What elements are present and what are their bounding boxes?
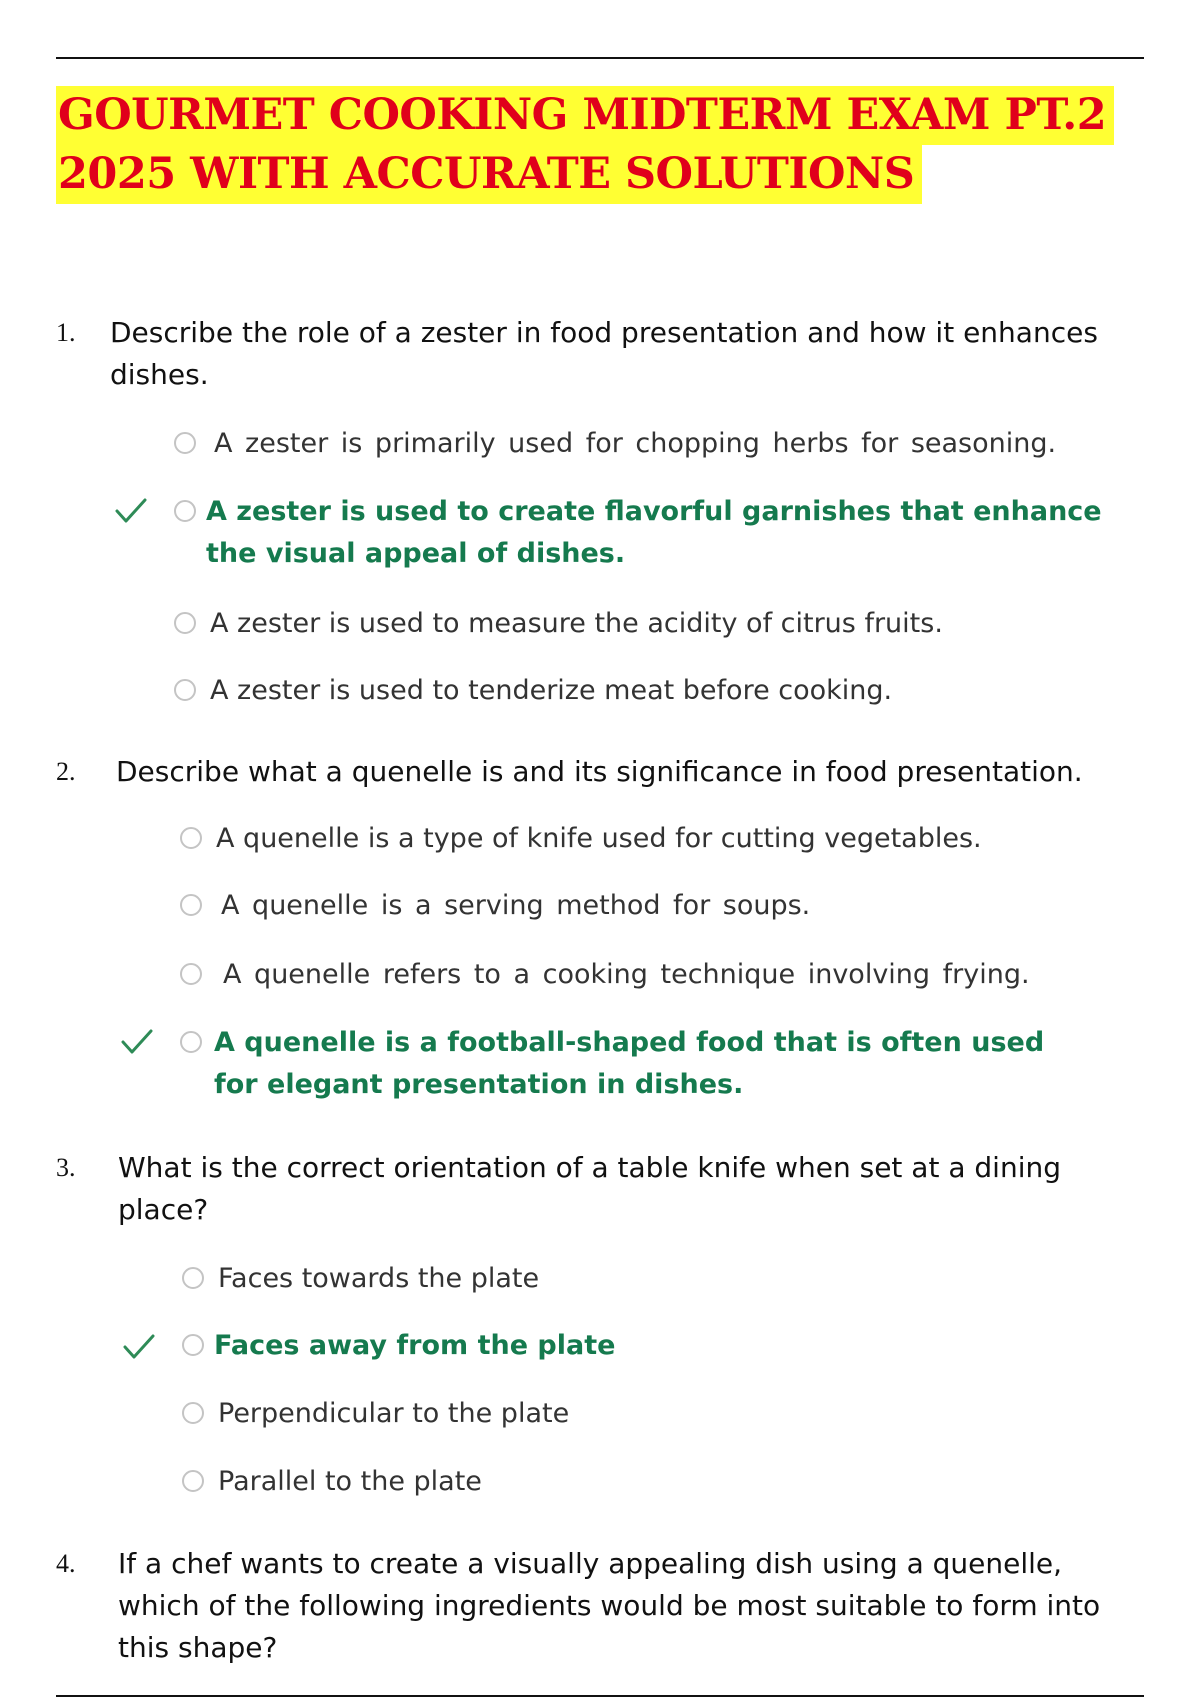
answer-option[interactable]: A zester is used to tenderize meat before cooking. [210,675,893,706]
question-text: If a chef wants to create a visually appealing dish using a quenelle, which of the following ingredients would be most suitable to form into this shape? [118,1547,1101,1664]
top-divider [56,57,1144,59]
question-text: What is the correct orientation of a table knife when set at a dining place? [118,1151,1061,1226]
radio-empty-icon[interactable] [182,1402,204,1424]
title-line-2: 2025 WITH ACCURATE SOLUTIONS [56,145,922,204]
question-number: 2. [56,757,76,786]
question-number: 1. [56,318,76,347]
radio-empty-icon[interactable] [180,894,202,916]
correct-answer-option[interactable]: A quenelle is a football-shaped food that is often used for elegant presentation in dishes. [214,1027,1045,1100]
answer-option[interactable]: Perpendicular to the plate [218,1398,570,1429]
check-icon [122,1333,156,1361]
question-number: 4. [56,1549,76,1578]
radio-empty-icon[interactable] [180,963,202,985]
radio-empty-icon[interactable] [182,1470,204,1492]
radio-empty-icon[interactable] [180,827,202,849]
check-icon [120,1028,154,1056]
check-icon [114,497,148,525]
radio-empty-icon[interactable] [180,1031,202,1053]
radio-empty-icon[interactable] [174,612,196,634]
bottom-divider [56,1695,1144,1697]
correct-answer-option[interactable]: Faces away from the plate [214,1330,616,1361]
answer-option[interactable]: A quenelle is a serving method for soups. [221,890,811,921]
correct-answer-option[interactable]: A zester is used to create flavorful garnishes that enhance the visual appeal of dishes. [206,496,1102,569]
answer-option[interactable]: A zester is primarily used for chopping herbs for seasoning. [214,428,1057,459]
title-line-1: GOURMET COOKING MIDTERM EXAM PT.2 [56,86,1114,145]
answer-option[interactable]: A quenelle refers to a cooking technique involving frying. [223,959,1030,990]
radio-empty-icon[interactable] [174,432,196,454]
radio-empty-icon[interactable] [182,1334,204,1356]
question-number: 3. [56,1153,76,1182]
question-text: Describe the role of a zester in food presentation and how it enhances dishes. [110,316,1098,391]
radio-empty-icon[interactable] [174,679,196,701]
answer-option[interactable]: Parallel to the plate [218,1466,482,1497]
radio-empty-icon[interactable] [182,1267,204,1289]
question-text: Describe what a quenelle is and its significance in food presentation. [116,755,1083,788]
answer-option[interactable]: A zester is used to measure the acidity of citrus fruits. [210,608,943,639]
radio-empty-icon[interactable] [174,500,196,522]
answer-option[interactable]: Faces towards the plate [218,1263,540,1294]
answer-option[interactable]: A quenelle is a type of knife used for cutting vegetables. [216,823,982,854]
page-title [56,86,1114,204]
